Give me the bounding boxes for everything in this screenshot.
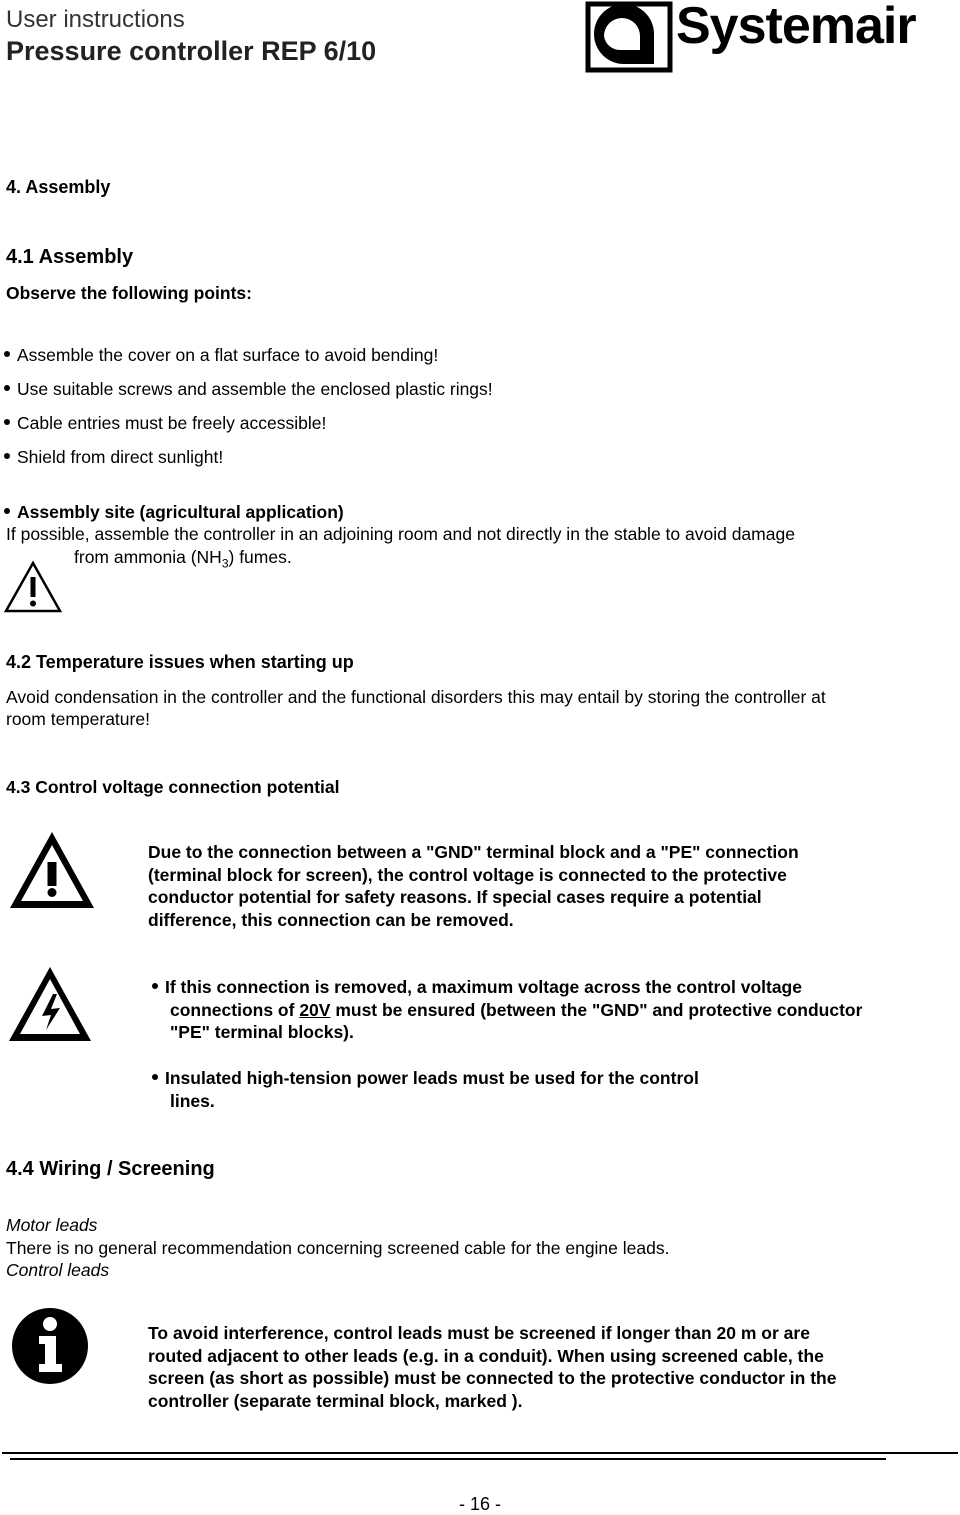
section-4-2-text-cont: room temperature!: [6, 709, 150, 729]
section-4-2-heading: 4.2 Temperature issues when starting up: [6, 652, 354, 672]
bullet-icon: [4, 351, 10, 357]
logo-wordmark: Systemair: [676, 0, 916, 55]
warning-text: Due to the connection between a "GND" terminal block and a "PE" connection (terminal block for screen), the control voltage is connected to the protective conductor potential for safety reasons. If special cases require a potential difference, this connection can be removed.: [148, 842, 799, 930]
bullet-icon: [152, 1074, 158, 1080]
info-text: To avoid interference, control leads must be screened if longer than 20 m or are routed adjacent to other leads (e.g. in a conduit). When using screened cable, the screen (as short as possible) must be connected to the protective conductor in the controller (separate terminal block, marked ).: [148, 1323, 837, 1411]
systemair-logo: [584, 0, 916, 74]
section-4-4-heading: 4.4 Wiring / Screening: [6, 1158, 215, 1180]
assembly-site-text: If possible, assemble the controller in an adjoining room and not directly in the stable to avoid damage: [6, 524, 795, 544]
control-leads-label: Control leads: [6, 1260, 110, 1280]
footer-divider: [10, 1458, 886, 1460]
list-item: If this connection is removed, a maximum voltage across the control voltage: [152, 976, 802, 998]
section-4-1-heading: 4.1 Assembly: [6, 246, 134, 268]
high-voltage-icon: [6, 964, 94, 1044]
list-item: Use suitable screws and assemble the enclosed plastic rings!: [4, 378, 493, 400]
doc-title: Pressure controller REP 6/10: [6, 36, 377, 66]
list-item-cont: connections of 20V must be ensured (between the "GND" and protective conductor: [170, 1000, 863, 1020]
bullet-icon: [4, 453, 10, 459]
motor-leads-label: Motor leads: [6, 1215, 98, 1235]
bullet-icon: [152, 983, 158, 989]
bullet-icon: [4, 419, 10, 425]
logo-mark-icon: [584, 0, 674, 74]
list-item-cont: "PE" terminal blocks).: [170, 1022, 354, 1042]
section-4-1-intro: Observe the following points:: [6, 283, 252, 303]
bullet-icon: [4, 508, 10, 514]
info-icon: [10, 1306, 90, 1386]
list-item: Shield from direct sunlight!: [4, 446, 223, 468]
list-item: Assemble the cover on a flat surface to avoid bending!: [4, 344, 438, 366]
footer-divider: [2, 1452, 958, 1454]
page-number: - 16 -: [458, 1494, 501, 1514]
assembly-site-text-cont: from ammonia $(NH_3)$ fumes.: [74, 547, 292, 571]
section-4-heading: 4. Assembly: [6, 177, 111, 197]
doc-subtitle: User instructions: [6, 6, 185, 33]
section-4-3-heading: 4.3 Control voltage connection potential: [6, 777, 340, 797]
warning-triangle-icon: [3, 560, 63, 614]
motor-leads-text: There is no general recommendation concerning screened cable for the engine leads.: [6, 1238, 670, 1258]
bullet-icon: [4, 385, 10, 391]
section-4-2-text: Avoid condensation in the controller and the functional disorders this may entail by storing the controller at: [6, 687, 826, 707]
list-item: Cable entries must be freely accessible!: [4, 412, 326, 434]
list-item-cont: lines.: [170, 1091, 215, 1111]
assembly-site-heading: Assembly site (agricultural application): [4, 501, 344, 523]
list-item: Insulated high-tension power leads must be used for the control: [152, 1067, 699, 1089]
warning-triangle-icon: [6, 828, 98, 912]
